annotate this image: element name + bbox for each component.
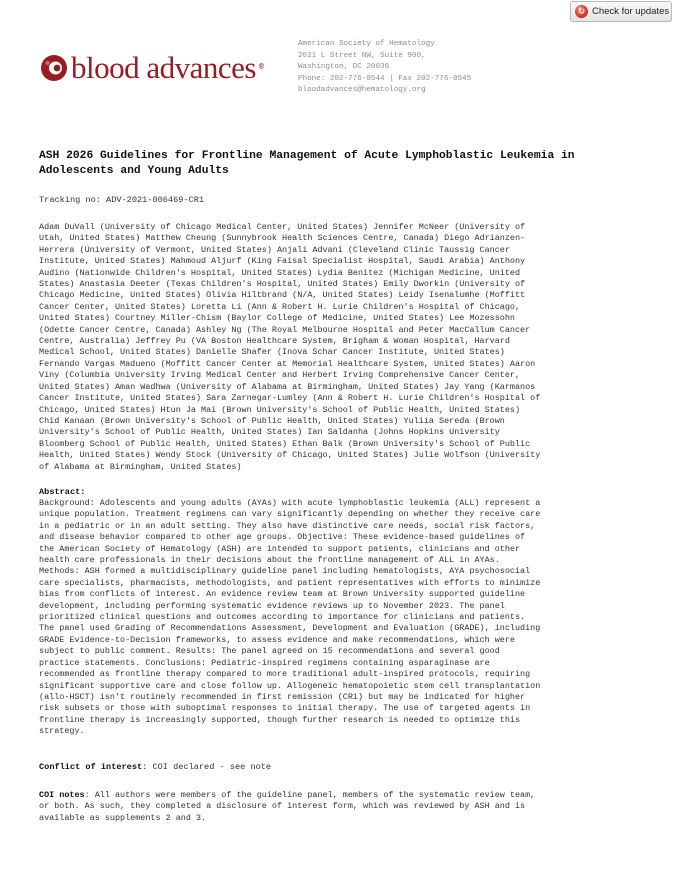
contact-line: Phone: 202-776-0544 | Fax 202-776-0545 [298, 74, 472, 83]
conflict-of-interest [39, 762, 271, 772]
contact-line: Washington, DC 20036 [298, 63, 390, 71]
contact-line: 2021 L Street NW, Suite 900, [298, 51, 426, 60]
article-title: ASH 2026 Guidelines for Frontline Management of Acute Lymphoblastic Leukemia in Adolescents and Young Adults [39, 150, 575, 177]
abstract-text: Background: Adolescents and young adults (AYAs) with acute lymphoblastic leukemia (ALL) represent a unique population. Treatment regimens can vary significantly depending on whether they receive care in a pediatric or in an adult setting. They also have distinctive care needs, social risk factors, and disease behavior compared to other age groups. Objective: These evidence-based guidelines of the American Society of Hematology (ASH) are intended to support patients, clinicians and other health care professionals in their decisions about the frontline management of ALL in AYAs. Methods: ASH formed a multidisciplinary guideline panel including hematologists, AYA psychosocial care specialists, pharmacists, methodologists, and patient representatives with efforts to minimize bias from conflicts of interest. An evidence review team at Brown University supported guideline development, including performing systematic evidence reviews up to November 2023. The panel prioritized clinical questions and outcomes according to importance for clinicians and patients. The panel used Grading of Recommendations Assessment, Development and Evaluation (GRADE), including GRADE Evidence-to-Decision frameworks, to assess evidence and make recommendations, which were subject to public comment. Results: The panel agreed on 15 recommendations and several good practice statements. Conclusions: Pediatric-inspired regimens containing asparaginase are recommended as frontline therapy compared to more traditional adult-inspired protocols, requiring significant supportive care and close follow up. Allogeneic hematopoietic stem cell transplantation (allo-HSCT) isn't routinely recommended in first remission (CR1) but may be indicated for higher risk subsets or those with suboptimal responses to initial therapy. The use of targeted agents in frontline therapy is increasingly supported, though further research is needed to optimize this strategy. [39, 498, 541, 737]
tracking-number: Tracking no: ADV-2021-006469-CR1 [39, 195, 205, 205]
coi-value: : COI declared - see note [142, 762, 272, 772]
journal-name: blood advances [71, 50, 256, 85]
coi-notes [39, 790, 661, 824]
check-updates-label: Check for updates [592, 6, 670, 17]
publisher-contact [298, 39, 471, 97]
blood-drop-logo-icon [40, 54, 68, 82]
coi-notes-text: : All authors were members of the guideline panel, members of the systematic review team, or both. As such, they completed a disclosure of interest form, which was reviewed by ASH and is available as supplements 2 and 3. [39, 790, 536, 823]
check-for-updates-button[interactable] [570, 1, 672, 22]
registered-mark: ® [258, 63, 264, 72]
contact-line: bloodadvances@hematology.org [298, 86, 426, 94]
contact-line: American Society of Hematology [298, 40, 435, 48]
author-list: Adam DuVall (University of Chicago Medical Center, United States) Jennifer McNeer (University of Utah, United States) Matthew Cheung (Sunnybrook Health Sciences Centre, Canada) Diego Adrianzen- Herrera (University of Vermont, United States) Anjali Advani (Cleveland Clinic Taussig Cancer Institute, United States) Mahmoud Aljurf (King Faisal Specialist Hospital, Saudi Arabia) Anthony Audino (Nationwide Children's Hospital, United States) Lydia Benitez (Michigan Medicine, United States) Anastasia Deeter (Texas Children's Hospital, United States) Emily Dworkin (University of Chicago Medicine, United States) Olivia Hiltbrand (N/A, United States) Leidy Isenalumhe (Moffitt Cancer Center, United States) Loretta Li (Ann & Robert H. Lurie Children's Hospital of Chicago, United States) Courtney Miller-Chism (Baylor College of Medicine, United States) Lee Mozessohn (Odette Cancer Centre, Canada) Ashley Ng (The Royal Melbourne Hospital and Peter MacCallum Cancer Centre, Australia) Jeffrey Pu (VA Boston Healthcare System, Brigham & Woman Hospital, Harvard Medical School, United States) Danielle Shafer (Inova Schar Cancer Institute, United States) Fernando Vargas Madueno (Moffitt Cancer Center at Memorial Healthcare System, United States) Aaron Viny (Columbia University Irving Medical Center and Herbert Irving Comprehensive Cancer Center, United States) Aman Wadhwa (University of Alabama at Birmingham, United States) Jay Yang (Karmanos Cancer Institute, United States) Sara Zarnegar-Lumley (Ann & Robert H. Lurie Children's Hospital of Chicago, United States) Htun Ja Mai (Brown University's School of Public Health, United States) Chid Kanaan (Brown University's School of Public Health, United States) Yuliia Sereda (Brown University's School of Public Health, United States) Ian Saldanha (Johns Hopkins University Bloomberg School of Public Health, United States) Ethan Balk (Brown University's School of Public Health, United States) Wendy Stock (University of Chicago, United States) Julie Wolfson (University of Alabama at Birmingham, United States) [39, 222, 541, 472]
check-updates-icon: ↻ [575, 5, 588, 18]
journal-logo [40, 52, 264, 83]
abstract-heading: Abstract: [39, 487, 86, 497]
coi-label: Conflict of interest [39, 762, 143, 772]
coi-notes-label: COI notes [39, 790, 85, 800]
